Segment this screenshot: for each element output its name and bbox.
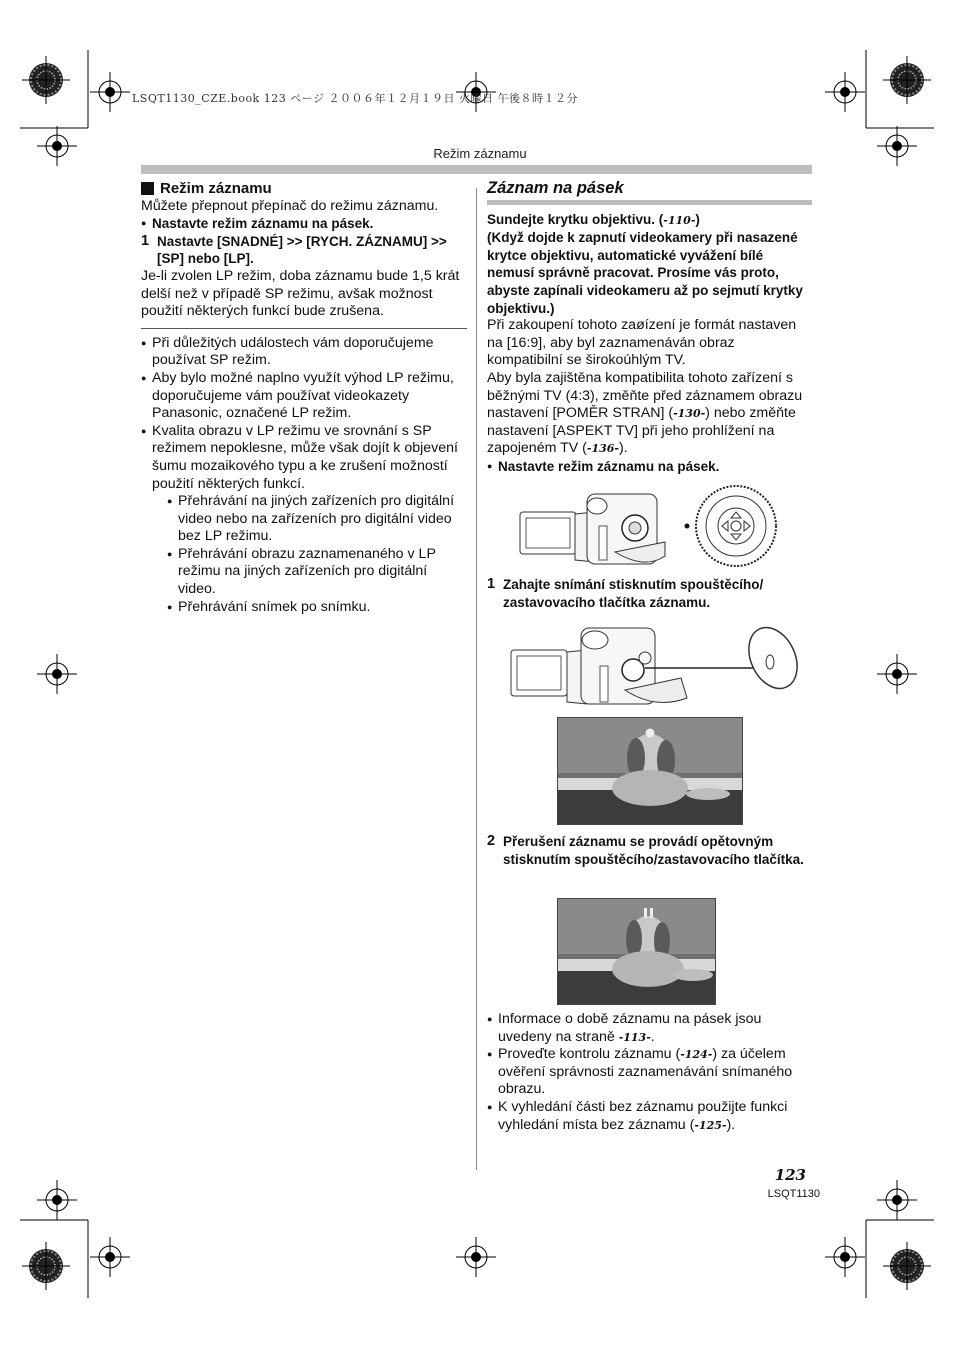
note-item: ● Proveďte kontrolu záznamu (-124-) za účelem ověření správnosti zaznamenávání snímaného obrazu. xyxy=(487,1046,812,1099)
step-text: Zahajte snímání stisknutím spouštěcího/ zastavovacího tlačítka záznamu. xyxy=(503,577,764,610)
compat-note: Aby byla zajištěna kompatibilita tohoto zařízení s běžnými TV (4:3), změňte před záznamem obrazu nastavení [POMĚR STRAN] (-130-) nebo změňte nastavení [ASPEKT TV] při jeho prohlížení na zapojeném TV (-136-). xyxy=(487,369,803,457)
section-title: Režim záznamu xyxy=(433,146,527,161)
heading-underline xyxy=(487,200,812,205)
note-item: ● Při důležitých událostech vám doporučujeme používat SP režim. xyxy=(141,335,467,370)
camcorder-mode-dial-illustration xyxy=(515,482,777,572)
step-text: Nastavte [SNADNÉ] >> [RYCH. ZÁZNAMU] >> [SP] nebo [LP]. xyxy=(157,233,447,267)
lens-cap-warning: (Když dojde k zapnutí videokamery při nasazené krytce objektivu, automatické vyvážení bílé nemusí správně pracovat. Prosíme vás proto, abyste zapínali videokameru až po sejmutí krytky objektivu.) xyxy=(487,230,803,316)
step-number: 2 xyxy=(487,833,496,849)
right-final-notes xyxy=(487,1011,812,1134)
section-square-icon xyxy=(141,182,154,195)
subnote-item: ● Přehrávání na jiných zařízeních pro digitální video nebo na zařízeních pro digitální video bez LP režimu. xyxy=(167,493,467,546)
left-column xyxy=(141,180,467,616)
doc-code: LSQT1130 xyxy=(767,1188,820,1200)
subnote-item: ● Přehrávání obrazu zaznamenaného v LP režimu na jiných zařízeních pro digitální video. xyxy=(167,546,467,599)
subnote-item: ● Přehrávání snímek po snímku. xyxy=(167,599,467,617)
right-step-1-block xyxy=(487,576,812,611)
header-bar xyxy=(141,165,812,174)
step-text: Přerušení záznamu se provádí opětovným stisknutím spouštěcího/zastavovacího tlačítka. xyxy=(503,834,804,867)
note-item: ● K vyhledání části bez záznamu použijte funkci vyhledání místa bez záznamu (-125-). xyxy=(487,1099,812,1134)
left-intro: Můžete přepnout přepínač do režimu záznamu. xyxy=(141,197,439,214)
recording-screen-photo xyxy=(557,717,743,825)
left-step-1 xyxy=(141,233,467,268)
pause-screen-photo xyxy=(557,898,716,1005)
column-divider xyxy=(476,188,477,1170)
left-bullet-set: ● Nastavte režim záznamu na pásek. xyxy=(141,215,467,233)
right-heading: Záznam na pásek xyxy=(487,179,624,197)
note-divider xyxy=(141,328,467,329)
right-column xyxy=(487,180,812,476)
left-heading: Režim záznamu xyxy=(160,180,272,197)
page-number: 123 xyxy=(774,1166,806,1184)
lens-cap-instruction: Sundejte krytku objektivu. (-110-) xyxy=(487,211,700,227)
step-number: 1 xyxy=(141,232,150,249)
note-item: ● Aby bylo možné naplno využít výhod LP režimu, doporučujeme vám používat videokazety Panasonic, označené LP režim. xyxy=(141,370,467,423)
right-bullet-set: ● Nastavte režim záznamu na pásek. xyxy=(487,458,812,476)
book-meta: LSQT1130_CZE.book 123 ページ ２００６年１２月１９日 火曜日 午後８時１２分 xyxy=(132,92,578,105)
camcorder-record-button-illustration xyxy=(505,620,800,712)
purchase-note: Při zakoupení tohoto zaøízení je formát nastaven na [16:9], aby byl zaznamenáván obraz kompatibilní se širokoúhlým TV. xyxy=(487,317,797,369)
right-step-1 xyxy=(487,576,812,611)
right-step-2-block xyxy=(487,833,812,868)
note-item: ● Kvalita obrazu v LP režimu ve srovnání s SP režimem nepoklesne, může však dojít k objevení šumu mozaikového typu a ke zrušení možností použití některých funkcí. xyxy=(141,423,467,493)
lp-note: Je-li zvolen LP režim, doba záznamu bude 1,5 krát delší než v případě SP režimu, avšak možnost použití některých funkcí bude zrušena. xyxy=(141,267,460,320)
right-step-2 xyxy=(487,833,812,868)
note-item: ● Informace o době záznamu na pásek jsou uvedeny na straně -113-. xyxy=(487,1011,812,1046)
step-number: 1 xyxy=(487,576,496,592)
